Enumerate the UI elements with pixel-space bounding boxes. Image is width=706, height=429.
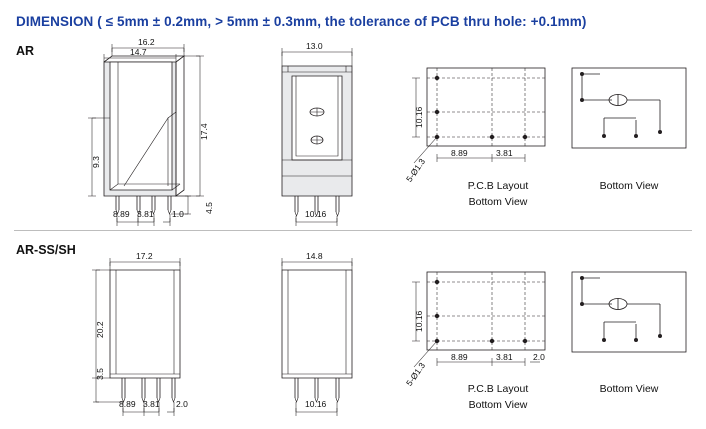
dim-ar-front-8-89: 8.89 bbox=[113, 209, 130, 219]
dim-ar-pcb-8-89: 8.89 bbox=[451, 148, 468, 158]
dim-ar-side-13-0: 13.0 bbox=[306, 41, 323, 51]
dim-arss-side-14-8: 14.8 bbox=[306, 251, 323, 261]
dim-ar-front-17-4: 17.4 bbox=[199, 123, 209, 140]
caption-arss-bottom-line1: Bottom View bbox=[599, 383, 659, 395]
dim-arss-pcb-2-0: 2.0 bbox=[533, 352, 545, 362]
dim-arss-side-10-16: 10.16 bbox=[305, 399, 327, 409]
dim-ar-front-16-2: 16.2 bbox=[138, 37, 155, 47]
caption-ar-pcb-line2: Bottom View bbox=[468, 196, 528, 208]
caption-arss-pcb-line2: Bottom View bbox=[468, 399, 528, 411]
dim-ar-front-1-0: 1.0 bbox=[172, 209, 184, 219]
dim-arss-pcb-3-81: 3.81 bbox=[496, 352, 513, 362]
dim-arss-pcb-10-16: 10.16 bbox=[414, 310, 424, 332]
dim-arss-front-2-0: 2.0 bbox=[176, 399, 188, 409]
dim-ar-front-9-3: 9.3 bbox=[91, 156, 101, 168]
dim-ar-pcb-5-d1-3: 5-Ø1.3 bbox=[404, 156, 428, 184]
dim-ar-front-3-81: 3.81 bbox=[137, 209, 154, 219]
dim-arss-front-17-2: 17.2 bbox=[136, 251, 153, 261]
dim-arss-front-8-89: 8.89 bbox=[119, 399, 136, 409]
dim-arss-front-20-2: 20.2 bbox=[95, 321, 105, 338]
dim-arss-pcb-5-d1-3: 5-Ø1.3 bbox=[404, 360, 428, 388]
dim-ar-front-14-7: 14.7 bbox=[130, 47, 147, 57]
dim-ar-side-10-16: 10.16 bbox=[305, 209, 327, 219]
page-title: DIMENSION ( ≤ 5mm ± 0.2mm, > 5mm ± 0.3mm, the tolerance of PCB thru hole: +0.1mm) bbox=[16, 14, 587, 29]
caption-ar-bottom-line1: Bottom View bbox=[599, 180, 659, 192]
dim-arss-pcb-8-89: 8.89 bbox=[451, 352, 468, 362]
dim-ar-pcb-10-16: 10.16 bbox=[414, 106, 424, 128]
caption-ar-pcb-line1: P.C.B Layout bbox=[467, 180, 529, 192]
dim-arss-front-3-81: 3.81 bbox=[143, 399, 160, 409]
dim-arss-front-3-5: 3.5 bbox=[95, 368, 105, 380]
dim-ar-front-4-5: 4.5 bbox=[204, 202, 214, 214]
dim-ar-pcb-3-81: 3.81 bbox=[496, 148, 513, 158]
caption-arss-pcb-line1: P.C.B Layout bbox=[467, 383, 529, 395]
row-label-ar: AR bbox=[16, 44, 35, 58]
row-label-ar-ss-sh: AR-SS/SH bbox=[16, 243, 76, 257]
